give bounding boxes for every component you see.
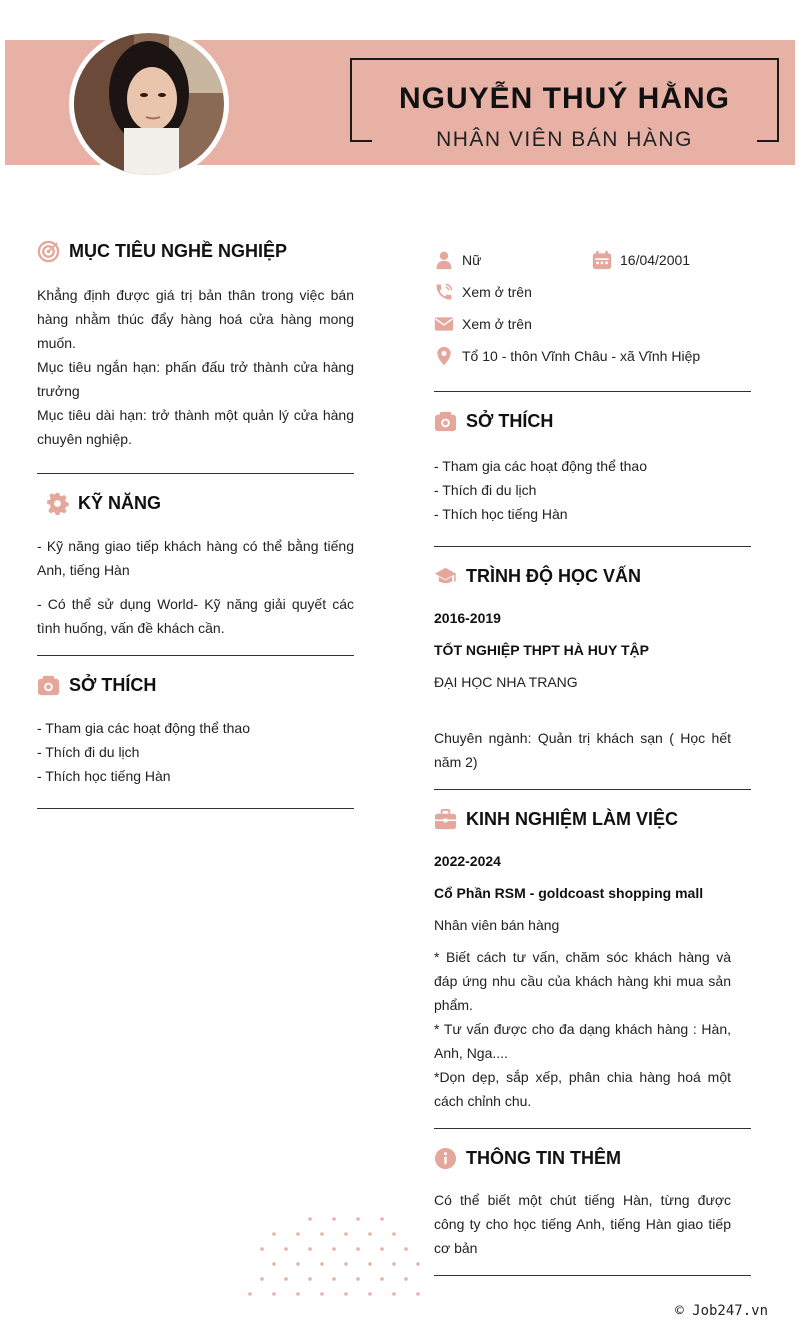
decor-dot (344, 1262, 348, 1266)
decor-dot (296, 1292, 300, 1296)
decor-dot (416, 1262, 420, 1266)
experience-detail: *Dọn dẹp, sắp xếp, phân chia hàng hoá một cách chỉnh chu. (434, 1069, 731, 1109)
map-pin-icon (434, 346, 454, 366)
decor-dot (332, 1217, 336, 1221)
graduation-cap-icon (434, 565, 457, 588)
decor-dot (368, 1232, 372, 1236)
calendar-icon (592, 250, 612, 270)
hobbies-heading: SỞ THÍCH (37, 670, 354, 700)
decor-dot (260, 1277, 264, 1281)
skills-heading: KỸ NĂNG (37, 488, 354, 518)
experience-heading: KINH NGHIỆM LÀM VIỆC (434, 804, 678, 834)
decor-dot (272, 1232, 276, 1236)
address-row: Tổ 10 - thôn Vĩnh Châu - xã Vĩnh Hiệp (434, 346, 700, 366)
decor-dot (392, 1232, 396, 1236)
phone-row: Xem ở trên (434, 282, 532, 302)
job-title: NHÂN VIÊN BÁN HÀNG (436, 128, 693, 151)
decor-dot (308, 1277, 312, 1281)
hobby-item: - Thích học tiếng Hàn (434, 506, 568, 522)
education-period: 2016-2019 (434, 610, 501, 626)
footer-credit: © Job247.vn (675, 1303, 768, 1319)
full-name: NGUYỄN THUÝ HẰNG (398, 82, 730, 115)
hobby-item: - Thích đi du lịch (37, 744, 140, 760)
avatar (69, 28, 229, 180)
divider (434, 789, 751, 790)
decor-dot (320, 1262, 324, 1266)
objective-line: Mục tiêu dài hạn: trở thành một quản lý cửa hàng chuyên nghiệp. (37, 407, 354, 447)
gender-row: Nữ (434, 250, 481, 270)
dob-row: 16/04/2001 (592, 250, 690, 270)
experience-detail: * Biết cách tư vấn, chăm sóc khách hàng và đáp ứng nhu cầu của khách hàng khi mua sản phẩm. (434, 949, 731, 1013)
decor-dot (248, 1292, 252, 1296)
education-school: TỐT NGHIỆP THPT HÀ HUY TẬP (434, 642, 649, 658)
decor-dot (416, 1292, 420, 1296)
gear-icon (46, 492, 69, 515)
person-icon (434, 250, 454, 270)
decor-dot (320, 1292, 324, 1296)
decor-dot (344, 1292, 348, 1296)
decor-dot (344, 1232, 348, 1236)
hobbies-heading-right: SỞ THÍCH (434, 406, 553, 436)
decor-dot (380, 1277, 384, 1281)
decor-dot (392, 1262, 396, 1266)
decor-dot (404, 1277, 408, 1281)
decor-dot (284, 1277, 288, 1281)
divider (434, 391, 751, 392)
education-major: Chuyên ngành: Quản trị khách sạn ( Học hết năm 2) (434, 730, 731, 770)
decor-dot (260, 1247, 264, 1251)
divider (434, 1128, 751, 1129)
briefcase-icon (434, 808, 457, 831)
decor-dot (380, 1217, 384, 1221)
experience-company: Cổ Phần RSM - goldcoast shopping mall (434, 885, 704, 901)
experience-period: 2022-2024 (434, 853, 501, 869)
objective-line: Mục tiêu ngắn hạn: phấn đấu trở thành cửa hàng trưởng (37, 359, 354, 399)
camera-icon (37, 674, 60, 697)
skill-item: - Có thể sử dụng World- Kỹ năng giải quyết các tình huống, vấn đề khách cần. (37, 596, 354, 636)
decor-dot (368, 1262, 372, 1266)
objective-line: Khẳng định được giá trị bản thân trong việc bán hàng nhằm thúc đẩy hàng hoá cửa hàng mong muốn. (37, 287, 354, 351)
decor-dot (272, 1262, 276, 1266)
divider (434, 546, 751, 547)
decor-dot (332, 1247, 336, 1251)
decor-dot (332, 1277, 336, 1281)
name-box (350, 58, 779, 151)
decor-dot (320, 1232, 324, 1236)
phone-icon (434, 282, 454, 302)
hobby-item: - Tham gia các hoạt động thể thao (434, 458, 647, 474)
hobby-item: - Thích học tiếng Hàn (37, 768, 171, 784)
hobby-item: - Thích đi du lịch (434, 482, 537, 498)
decor-dot (272, 1292, 276, 1296)
experience-role: Nhân viên bán hàng (434, 917, 560, 933)
decor-dot (284, 1247, 288, 1251)
divider (37, 808, 354, 809)
email-row: Xem ở trên (434, 314, 532, 334)
decorative-dots (248, 1200, 428, 1300)
decor-dot (368, 1292, 372, 1296)
target-icon (37, 240, 60, 263)
education-university: ĐẠI HỌC NHA TRANG (434, 674, 578, 690)
camera-icon (434, 410, 457, 433)
info-icon (434, 1147, 457, 1170)
divider (434, 1275, 751, 1276)
experience-detail: * Tư vấn được cho đa dạng khách hàng : Hàn, Anh, Nga.... (434, 1021, 731, 1061)
education-heading: TRÌNH ĐỘ HỌC VẤN (434, 561, 641, 591)
decor-dot (308, 1217, 312, 1221)
left-column (37, 236, 354, 809)
envelope-icon (434, 314, 454, 334)
extra-info-text: Có thể biết một chút tiếng Hàn, từng được công ty cho học tiếng Anh, tiếng Hàn giao tiếp cơ bản (434, 1192, 731, 1256)
hobby-item: - Tham gia các hoạt động thể thao (37, 720, 250, 736)
decor-dot (356, 1217, 360, 1221)
decor-dot (308, 1247, 312, 1251)
decor-dot (380, 1247, 384, 1251)
decor-dot (356, 1277, 360, 1281)
decor-dot (392, 1292, 396, 1296)
objective-heading: MỤC TIÊU NGHỀ NGHIỆP (37, 236, 354, 266)
skill-item: - Kỹ năng giao tiếp khách hàng có thể bằng tiếng Anh, tiếng Hàn (37, 538, 354, 578)
decor-dot (296, 1232, 300, 1236)
decor-dot (404, 1247, 408, 1251)
extra-info-heading: THÔNG TIN THÊM (434, 1143, 621, 1173)
decor-dot (356, 1247, 360, 1251)
decor-dot (296, 1262, 300, 1266)
